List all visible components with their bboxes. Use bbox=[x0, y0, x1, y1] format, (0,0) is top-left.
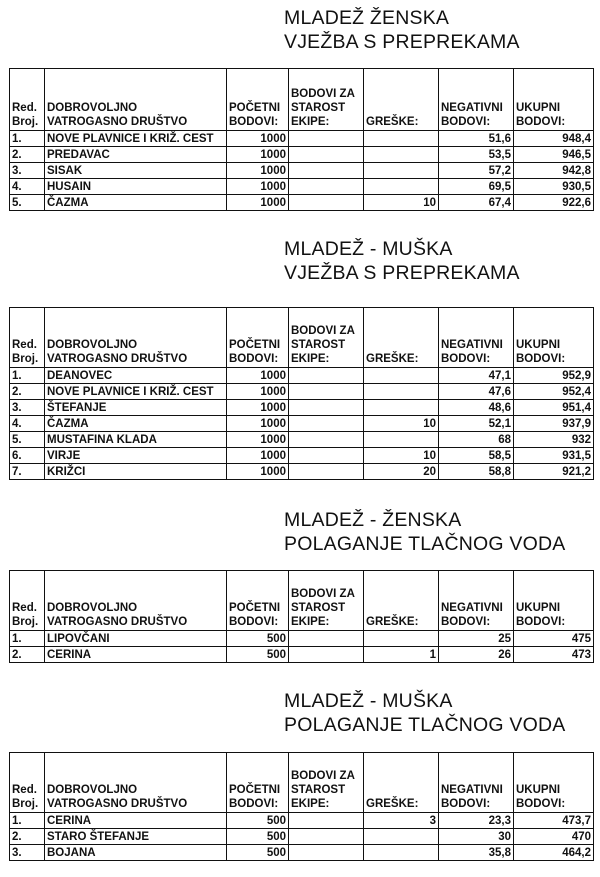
header-pocetni-label: POČETNI bbox=[229, 784, 281, 796]
header-ukupni-label: UKUPNI bbox=[516, 102, 561, 114]
header-greske-label: GREŠKE: bbox=[366, 798, 419, 810]
error-count bbox=[364, 384, 439, 400]
table-row bbox=[10, 813, 594, 829]
start-points: 1000 bbox=[227, 131, 289, 147]
table-row bbox=[10, 147, 594, 163]
row-number: 2. bbox=[10, 384, 45, 400]
table-row bbox=[10, 829, 594, 845]
section-3-title-line1: MLADEŽ - ŽENSKA bbox=[284, 509, 462, 531]
start-points: 1000 bbox=[227, 368, 289, 384]
results-table-4 bbox=[9, 752, 594, 861]
team-name: BOJANA bbox=[45, 845, 227, 861]
row-number: 5. bbox=[10, 432, 45, 448]
header-pocetni-label: POČETNI bbox=[229, 102, 281, 114]
table-row bbox=[10, 163, 594, 179]
age-points bbox=[289, 368, 364, 384]
header-red-broj bbox=[10, 571, 45, 631]
error-count bbox=[364, 163, 439, 179]
age-points bbox=[289, 195, 364, 211]
results-table-2 bbox=[9, 307, 594, 480]
header-starost-label: STAROST bbox=[291, 102, 346, 114]
team-name: NOVE PLAVNICE I KRIŽ. CEST bbox=[45, 131, 227, 147]
age-points bbox=[289, 647, 364, 663]
age-points bbox=[289, 416, 364, 432]
section-3-title bbox=[284, 508, 594, 556]
header-pocetni bbox=[227, 308, 289, 368]
header-greske bbox=[364, 571, 439, 631]
header-starost bbox=[289, 753, 364, 813]
age-points bbox=[289, 163, 364, 179]
header-starost bbox=[289, 308, 364, 368]
total-points: 951,4 bbox=[514, 400, 594, 416]
table-row bbox=[10, 432, 594, 448]
negative-points: 35,8 bbox=[439, 845, 514, 861]
header-red: Red. bbox=[12, 784, 37, 796]
header-greske-label: GREŠKE: bbox=[366, 116, 419, 128]
total-points: 932 bbox=[514, 432, 594, 448]
negative-points: 53,5 bbox=[439, 147, 514, 163]
header-bodovi-za: BODOVI ZA bbox=[291, 325, 355, 337]
header-negativni-label: NEGATIVNI bbox=[441, 602, 503, 614]
table-row bbox=[10, 400, 594, 416]
header-broj: Broj. bbox=[12, 353, 39, 365]
team-name: ŠTEFANJE bbox=[45, 400, 227, 416]
row-number: 2. bbox=[10, 147, 45, 163]
section-2-title-line1: MLADEŽ - MUŠKA bbox=[284, 238, 453, 260]
header-vatrogasno: VATROGASNO DRUŠTVO bbox=[47, 353, 188, 365]
total-points: 931,5 bbox=[514, 448, 594, 464]
header-drustvo bbox=[45, 69, 227, 131]
header-broj: Broj. bbox=[12, 616, 39, 628]
team-name: CERINA bbox=[45, 813, 227, 829]
team-name: NOVE PLAVNICE I KRIŽ. CEST bbox=[45, 384, 227, 400]
header-starost bbox=[289, 571, 364, 631]
header-pocetni-bodovi: BODOVI: bbox=[229, 116, 279, 128]
results-table-3 bbox=[9, 570, 594, 663]
negative-points: 57,2 bbox=[439, 163, 514, 179]
total-points: 937,9 bbox=[514, 416, 594, 432]
header-pocetni-label: POČETNI bbox=[229, 602, 281, 614]
header-drustvo bbox=[45, 753, 227, 813]
section-4-title-line2: POLAGANJE TLAČNOG VODA bbox=[284, 714, 566, 736]
start-points: 500 bbox=[227, 647, 289, 663]
row-number: 3. bbox=[10, 400, 45, 416]
error-count: 10 bbox=[364, 416, 439, 432]
error-count bbox=[364, 631, 439, 647]
row-number: 1. bbox=[10, 131, 45, 147]
row-number: 4. bbox=[10, 179, 45, 195]
age-points bbox=[289, 464, 364, 480]
error-count bbox=[364, 432, 439, 448]
section-1-title bbox=[284, 6, 594, 54]
error-count bbox=[364, 179, 439, 195]
header-negativni-label: NEGATIVNI bbox=[441, 784, 503, 796]
row-number: 3. bbox=[10, 845, 45, 861]
age-points bbox=[289, 131, 364, 147]
team-name: ČAZMA bbox=[45, 195, 227, 211]
total-points: 922,6 bbox=[514, 195, 594, 211]
age-points bbox=[289, 845, 364, 861]
table-row bbox=[10, 448, 594, 464]
header-pocetni bbox=[227, 753, 289, 813]
total-points: 475 bbox=[514, 631, 594, 647]
negative-points: 23,3 bbox=[439, 813, 514, 829]
header-row bbox=[10, 571, 594, 631]
header-negativni bbox=[439, 571, 514, 631]
header-vatrogasno: VATROGASNO DRUŠTVO bbox=[47, 616, 188, 628]
header-pocetni bbox=[227, 571, 289, 631]
error-count: 3 bbox=[364, 813, 439, 829]
header-ekipe: EKIPE: bbox=[291, 116, 330, 128]
age-points bbox=[289, 179, 364, 195]
header-row bbox=[10, 308, 594, 368]
header-ukupni bbox=[514, 308, 594, 368]
start-points: 1000 bbox=[227, 464, 289, 480]
header-drustvo bbox=[45, 308, 227, 368]
error-count bbox=[364, 131, 439, 147]
header-broj: Broj. bbox=[12, 116, 39, 128]
header-red-broj bbox=[10, 69, 45, 131]
header-red-broj bbox=[10, 753, 45, 813]
header-negativni-bodovi: BODOVI: bbox=[441, 353, 491, 365]
age-points bbox=[289, 448, 364, 464]
team-name: KRIŽCI bbox=[45, 464, 227, 480]
header-negativni-label: NEGATIVNI bbox=[441, 339, 503, 351]
start-points: 500 bbox=[227, 631, 289, 647]
negative-points: 58,5 bbox=[439, 448, 514, 464]
header-pocetni bbox=[227, 69, 289, 131]
age-points bbox=[289, 147, 364, 163]
age-points bbox=[289, 432, 364, 448]
section-2-title bbox=[284, 237, 594, 285]
header-pocetni-bodovi: BODOVI: bbox=[229, 616, 279, 628]
section-4-title-line1: MLADEŽ - MUŠKA bbox=[284, 690, 453, 712]
row-number: 3. bbox=[10, 163, 45, 179]
total-points: 921,2 bbox=[514, 464, 594, 480]
results-table-1 bbox=[9, 68, 594, 211]
negative-points: 47,6 bbox=[439, 384, 514, 400]
header-negativni-bodovi: BODOVI: bbox=[441, 616, 491, 628]
header-ekipe: EKIPE: bbox=[291, 616, 330, 628]
header-negativni bbox=[439, 308, 514, 368]
header-ukupni-bodovi: BODOVI: bbox=[516, 798, 566, 810]
header-drustvo bbox=[45, 571, 227, 631]
header-vatrogasno: VATROGASNO DRUŠTVO bbox=[47, 798, 188, 810]
section-2-title-line2: VJEŽBA S PREPREKAMA bbox=[284, 262, 520, 284]
error-count bbox=[364, 368, 439, 384]
header-negativni bbox=[439, 753, 514, 813]
row-number: 7. bbox=[10, 464, 45, 480]
header-ukupni-label: UKUPNI bbox=[516, 784, 561, 796]
team-name: SISAK bbox=[45, 163, 227, 179]
row-number: 5. bbox=[10, 195, 45, 211]
table-row bbox=[10, 384, 594, 400]
header-broj: Broj. bbox=[12, 798, 39, 810]
row-number: 4. bbox=[10, 416, 45, 432]
header-red: Red. bbox=[12, 602, 37, 614]
table-row bbox=[10, 368, 594, 384]
negative-points: 25 bbox=[439, 631, 514, 647]
start-points: 1000 bbox=[227, 163, 289, 179]
header-ukupni bbox=[514, 571, 594, 631]
start-points: 1000 bbox=[227, 448, 289, 464]
header-greske bbox=[364, 308, 439, 368]
total-points: 952,9 bbox=[514, 368, 594, 384]
header-bodovi-za: BODOVI ZA bbox=[291, 588, 355, 600]
error-count bbox=[364, 829, 439, 845]
negative-points: 51,6 bbox=[439, 131, 514, 147]
total-points: 473,7 bbox=[514, 813, 594, 829]
header-greske bbox=[364, 69, 439, 131]
header-ukupni bbox=[514, 69, 594, 131]
table-row bbox=[10, 647, 594, 663]
header-red-broj bbox=[10, 308, 45, 368]
header-ukupni-bodovi: BODOVI: bbox=[516, 353, 566, 365]
team-name: LIPOVČANI bbox=[45, 631, 227, 647]
header-vatrogasno: VATROGASNO DRUŠTVO bbox=[47, 116, 188, 128]
negative-points: 52,1 bbox=[439, 416, 514, 432]
table-row bbox=[10, 845, 594, 861]
row-number: 1. bbox=[10, 813, 45, 829]
team-name: CERINA bbox=[45, 647, 227, 663]
start-points: 500 bbox=[227, 829, 289, 845]
negative-points: 68 bbox=[439, 432, 514, 448]
start-points: 1000 bbox=[227, 179, 289, 195]
row-number: 1. bbox=[10, 631, 45, 647]
header-negativni-bodovi: BODOVI: bbox=[441, 798, 491, 810]
negative-points: 58,8 bbox=[439, 464, 514, 480]
total-points: 952,4 bbox=[514, 384, 594, 400]
team-name: DEANOVEC bbox=[45, 368, 227, 384]
table-row bbox=[10, 131, 594, 147]
header-ukupni-bodovi: BODOVI: bbox=[516, 616, 566, 628]
error-count: 10 bbox=[364, 195, 439, 211]
section-3-title-line2: POLAGANJE TLAČNOG VODA bbox=[284, 533, 566, 555]
age-points bbox=[289, 813, 364, 829]
header-negativni bbox=[439, 69, 514, 131]
negative-points: 47,1 bbox=[439, 368, 514, 384]
start-points: 500 bbox=[227, 813, 289, 829]
total-points: 946,5 bbox=[514, 147, 594, 163]
header-ukupni bbox=[514, 753, 594, 813]
header-greske-label: GREŠKE: bbox=[366, 616, 419, 628]
header-greske-label: GREŠKE: bbox=[366, 353, 419, 365]
age-points bbox=[289, 829, 364, 845]
start-points: 1000 bbox=[227, 195, 289, 211]
error-count bbox=[364, 845, 439, 861]
start-points: 500 bbox=[227, 845, 289, 861]
total-points: 930,5 bbox=[514, 179, 594, 195]
row-number: 2. bbox=[10, 829, 45, 845]
error-count bbox=[364, 147, 439, 163]
table-row bbox=[10, 416, 594, 432]
header-dobrovoljno: DOBROVOLJNO bbox=[47, 784, 138, 796]
start-points: 1000 bbox=[227, 384, 289, 400]
total-points: 473 bbox=[514, 647, 594, 663]
team-name: HUSAIN bbox=[45, 179, 227, 195]
start-points: 1000 bbox=[227, 432, 289, 448]
header-row bbox=[10, 753, 594, 813]
header-ekipe: EKIPE: bbox=[291, 798, 330, 810]
team-name: ČAZMA bbox=[45, 416, 227, 432]
header-greske bbox=[364, 753, 439, 813]
total-points: 948,4 bbox=[514, 131, 594, 147]
age-points bbox=[289, 631, 364, 647]
total-points: 464,2 bbox=[514, 845, 594, 861]
negative-points: 48,6 bbox=[439, 400, 514, 416]
start-points: 1000 bbox=[227, 400, 289, 416]
team-name: MUSTAFINA KLADA bbox=[45, 432, 227, 448]
header-bodovi-za: BODOVI ZA bbox=[291, 770, 355, 782]
header-starost-label: STAROST bbox=[291, 602, 346, 614]
row-number: 1. bbox=[10, 368, 45, 384]
table-row bbox=[10, 195, 594, 211]
header-pocetni-label: POČETNI bbox=[229, 339, 281, 351]
error-count: 20 bbox=[364, 464, 439, 480]
total-points: 942,8 bbox=[514, 163, 594, 179]
negative-points: 67,4 bbox=[439, 195, 514, 211]
row-number: 6. bbox=[10, 448, 45, 464]
header-red: Red. bbox=[12, 339, 37, 351]
header-ukupni-label: UKUPNI bbox=[516, 339, 561, 351]
header-bodovi-za: BODOVI ZA bbox=[291, 88, 355, 100]
header-negativni-label: NEGATIVNI bbox=[441, 102, 503, 114]
table-row bbox=[10, 179, 594, 195]
section-1-title-line1: MLADEŽ ŽENSKA bbox=[284, 7, 450, 29]
header-dobrovoljno: DOBROVOLJNO bbox=[47, 602, 138, 614]
table-row bbox=[10, 631, 594, 647]
table-row bbox=[10, 464, 594, 480]
header-dobrovoljno: DOBROVOLJNO bbox=[47, 339, 138, 351]
age-points bbox=[289, 400, 364, 416]
negative-points: 69,5 bbox=[439, 179, 514, 195]
error-count bbox=[364, 400, 439, 416]
row-number: 2. bbox=[10, 647, 45, 663]
start-points: 1000 bbox=[227, 147, 289, 163]
section-4-title bbox=[284, 689, 594, 737]
header-starost-label: STAROST bbox=[291, 784, 346, 796]
header-pocetni-bodovi: BODOVI: bbox=[229, 798, 279, 810]
error-count: 1 bbox=[364, 647, 439, 663]
header-dobrovoljno: DOBROVOLJNO bbox=[47, 102, 138, 114]
header-pocetni-bodovi: BODOVI: bbox=[229, 353, 279, 365]
error-count: 10 bbox=[364, 448, 439, 464]
team-name: PREDAVAC bbox=[45, 147, 227, 163]
negative-points: 30 bbox=[439, 829, 514, 845]
negative-points: 26 bbox=[439, 647, 514, 663]
header-red: Red. bbox=[12, 102, 37, 114]
section-1-title-line2: VJEŽBA S PREPREKAMA bbox=[284, 31, 520, 53]
header-row bbox=[10, 69, 594, 131]
header-ekipe: EKIPE: bbox=[291, 353, 330, 365]
team-name: STARO ŠTEFANJE bbox=[45, 829, 227, 845]
total-points: 470 bbox=[514, 829, 594, 845]
header-starost bbox=[289, 69, 364, 131]
start-points: 1000 bbox=[227, 416, 289, 432]
header-negativni-bodovi: BODOVI: bbox=[441, 116, 491, 128]
header-ukupni-label: UKUPNI bbox=[516, 602, 561, 614]
age-points bbox=[289, 384, 364, 400]
header-ukupni-bodovi: BODOVI: bbox=[516, 116, 566, 128]
header-starost-label: STAROST bbox=[291, 339, 346, 351]
team-name: VIRJE bbox=[45, 448, 227, 464]
